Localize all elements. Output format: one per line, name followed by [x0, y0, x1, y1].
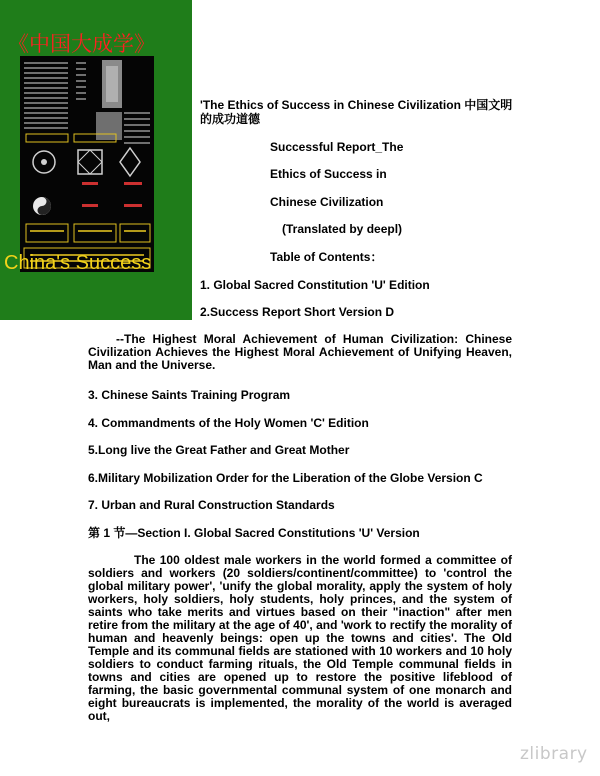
cover-image — [0, 0, 192, 320]
toc-item-7: 7. Urban and Rural Construction Standards — [88, 498, 335, 512]
document-subtitle-4: (Translated by deepl) — [282, 222, 403, 236]
cover-panel — [20, 56, 154, 272]
toc-item-4: 4. Commandments of the Holy Women 'C' Edition — [88, 416, 369, 430]
cover-artwork — [20, 56, 154, 272]
cover-title: 《中国大成学》 — [8, 32, 155, 56]
document-subtitle-3: Chinese Civilization — [270, 195, 384, 209]
toc-item-6: 6.Military Mobilization Order for the Liberation of the Globe Version C — [88, 471, 483, 485]
zlibrary-watermark: zlibrary — [520, 744, 588, 764]
document-heading: 'The Ethics of Success in Chinese Civilization 中国文明的成功道德 — [200, 98, 513, 126]
section-heading: 第 1 节—Section I. Global Sacred Constitutions 'U' Version — [88, 526, 420, 540]
toc-item-2-description: --The Highest Moral Achievement of Human Civilization: Chinese Civilization Achieves the Highest Moral Achievement of Unifying Heaven, Man and the Universe. — [88, 332, 512, 372]
cover-bottom-text: China's Success — [4, 252, 152, 274]
toc-item-5: 5.Long live the Great Father and Great Mother — [88, 443, 350, 457]
toc-item-2: 2.Success Report Short Version D — [200, 305, 395, 319]
toc-title: Table of Contents： — [270, 250, 383, 264]
document-subtitle-1: Successful Report_The — [270, 140, 404, 154]
toc-item-1: 1. Global Sacred Constitution 'U' Edition — [200, 278, 430, 292]
toc-item-3: 3. Chinese Saints Training Program — [88, 388, 291, 402]
body-paragraph: The 100 oldest male workers in the world formed a committee of soldiers and workers (20 soldiers/continent/committee) to 'control the global military power', 'unify the global morality, apply the system of holy workers, holy soldiers, holy students, holy princes, and the system of saints who take merits and virtues based on their "inaction" after men retire from the military at the age of 40', and 'work to rectify the morality of human and heavenly beings: open up the towns and cities'. The Old Temple and its communal fields are stationed with 10 workers and 10 holy soldiers to conduct farming rituals, the Old Temple communal fields in towns and cities are opened up to restore the positive lifeblood of farming, the basic governmental communal system of one monarch and eight bureaucrats is implemented, the morality of the world is averaged out, — [88, 553, 512, 723]
document-subtitle-2: Ethics of Success in — [270, 167, 387, 181]
